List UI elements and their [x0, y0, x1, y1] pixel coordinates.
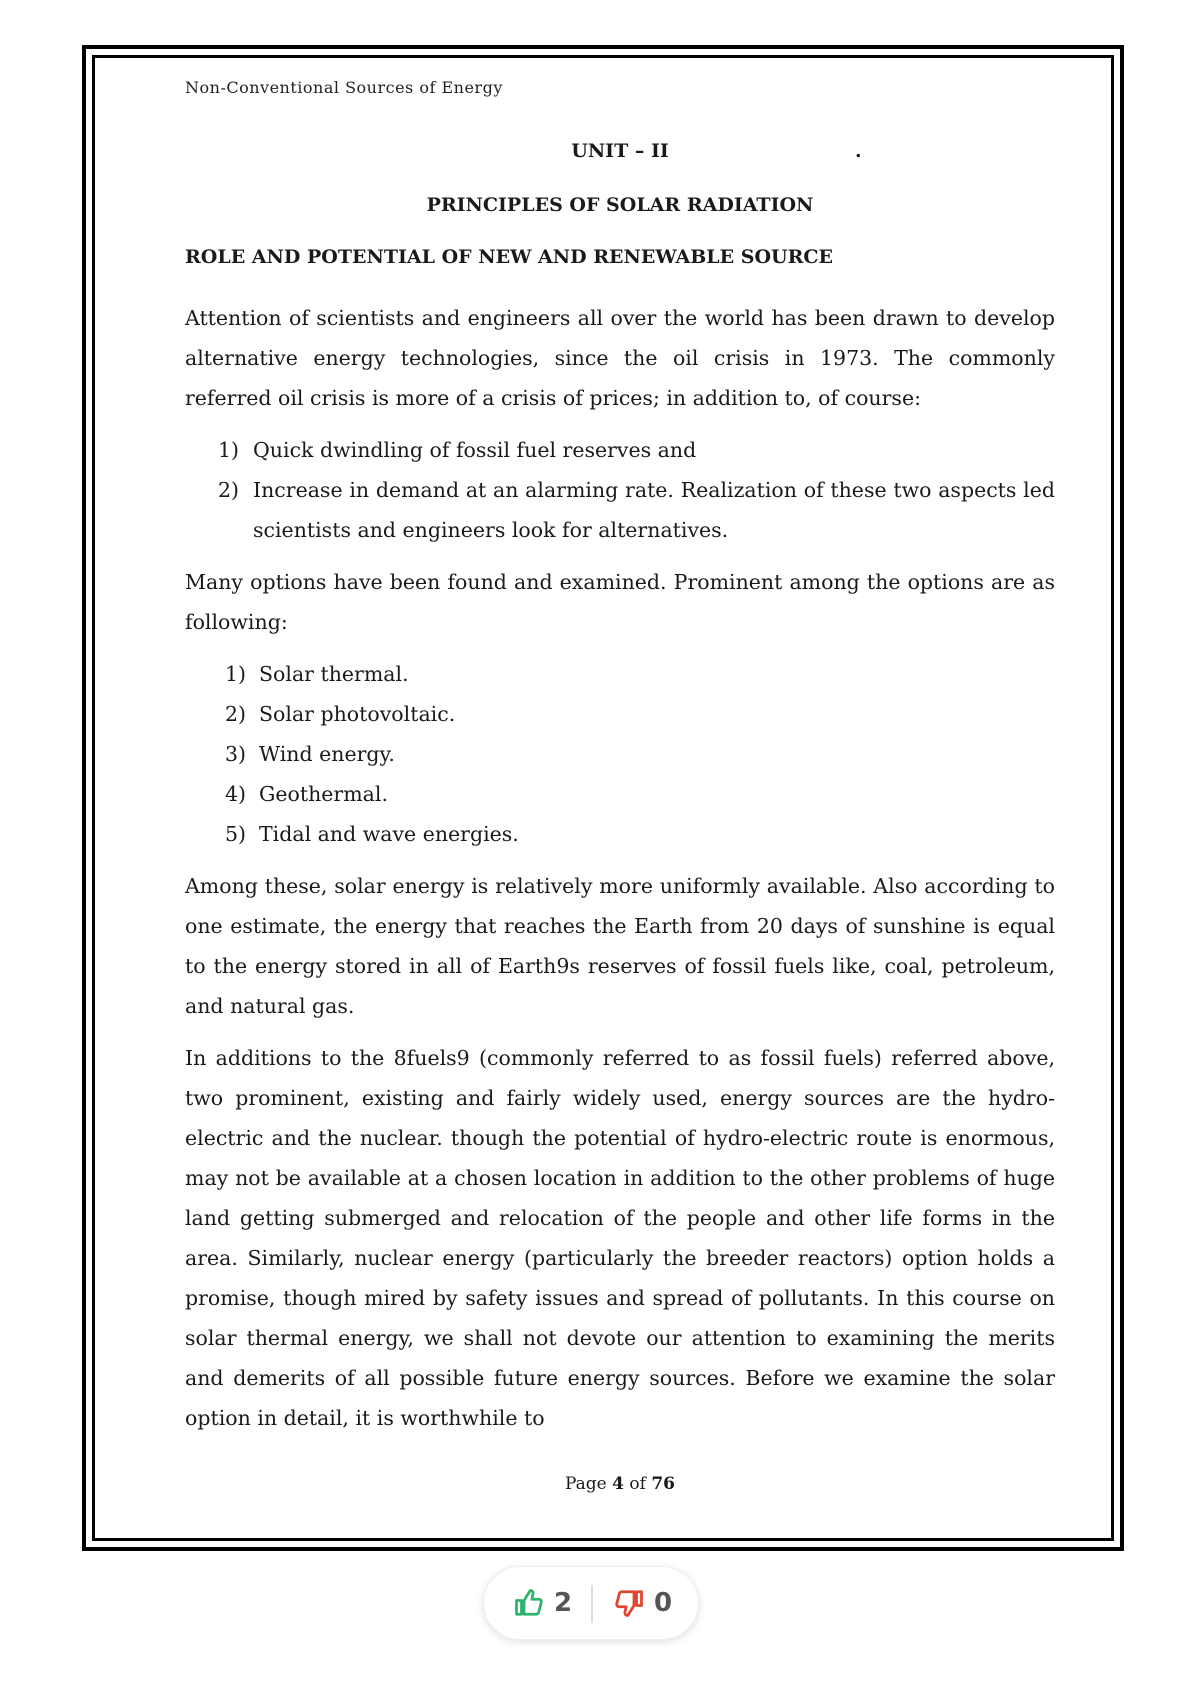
vote-widget [483, 1566, 699, 1640]
list-number: 4) [225, 782, 247, 806]
list-number: 2) [218, 478, 240, 502]
thumbs-down-icon [614, 1588, 644, 1618]
paragraph-3: Among these, solar energy is relatively more uniformly available. Also according to one estimate, the energy that reaches the Earth from 20 days of sunshine is equal to the energy stored in all of Earth9s reserves of fossil fuels like, coal, petroleum, and natural gas. [185, 874, 1055, 1018]
reasons-list [185, 430, 1055, 550]
page-of: of [624, 1474, 652, 1494]
list-item [185, 654, 1055, 694]
paragraph-2: Many options have been found and examined. Prominent among the options are as following: [185, 570, 1055, 634]
unit-label [185, 140, 1055, 162]
list-item [185, 814, 1055, 854]
page-border-outer [82, 45, 1124, 1551]
section-heading: ROLE AND POTENTIAL OF NEW AND RENEWABLE SOURCE [185, 246, 833, 268]
list-number: 2) [225, 702, 247, 726]
paragraph-4: In additions to the 8fuels9 (commonly referred to as fossil fuels) referred above, two prominent, existing and fairly widely used, energy sources are the hydro-electric and the nuclear. though the potential of hydro-electric route is enormous, may not be available at a chosen location in addition to the other problems of huge land getting submerged and relocation of the people and other life forms in the area. Similarly, nuclear energy (particularly the breeder reactors) option holds a promise, though mired by safety issues and spread of pollutants. In this course on solar thermal energy, we shall not devote our attention to examining the merits and demerits of all possible future energy sources. Before we examine the solar option in detail, it is worthwhile to [185, 1046, 1055, 1430]
list-text: Increase in demand at an alarming rate. Realization of these two aspects led scientists and engineers look for alternatives. [253, 478, 1055, 542]
list-text: Geothermal. [259, 782, 388, 806]
unit-dot: . [855, 140, 862, 162]
list-number: 1) [218, 438, 240, 462]
upvote-button[interactable] [514, 1585, 572, 1621]
list-item [185, 694, 1055, 734]
unit-number: II [650, 140, 669, 162]
page-total: 76 [651, 1474, 676, 1494]
page-prefix: Page [564, 1474, 613, 1494]
list-number: 3) [225, 742, 247, 766]
page-border-inner [92, 55, 1114, 1541]
unit-prefix: UNIT – [571, 140, 651, 162]
list-item [185, 470, 1055, 550]
list-item [185, 734, 1055, 774]
unit-title: PRINCIPLES OF SOLAR RADIATION [426, 194, 814, 216]
body-text [185, 298, 1055, 1450]
list-text: Wind energy. [259, 742, 395, 766]
list-text: Quick dwindling of fossil fuel reserves and [253, 438, 697, 462]
list-number: 1) [225, 662, 247, 686]
list-text: Tidal and wave energies. [259, 822, 519, 846]
list-number: 5) [225, 822, 247, 846]
vote-divider [591, 1585, 593, 1623]
list-text: Solar thermal. [259, 662, 409, 686]
page-current: 4 [612, 1474, 624, 1494]
downvote-count: 0 [654, 1588, 673, 1618]
downvote-button[interactable] [614, 1585, 672, 1621]
upvote-count: 2 [554, 1588, 573, 1618]
running-header: Non-Conventional Sources of Energy [185, 78, 503, 97]
list-text: Solar photovoltaic. [259, 702, 456, 726]
list-item [185, 774, 1055, 814]
paragraph-1: Attention of scientists and engineers all over the world has been drawn to develop alternative energy technologies, since the oil crisis in 1973. The commonly referred oil crisis is more of a crisis of prices; in addition to, of course: [185, 306, 1055, 410]
options-list [185, 654, 1055, 854]
page-number [185, 1474, 1055, 1494]
thumbs-up-icon [514, 1588, 544, 1618]
list-item [185, 430, 1055, 470]
